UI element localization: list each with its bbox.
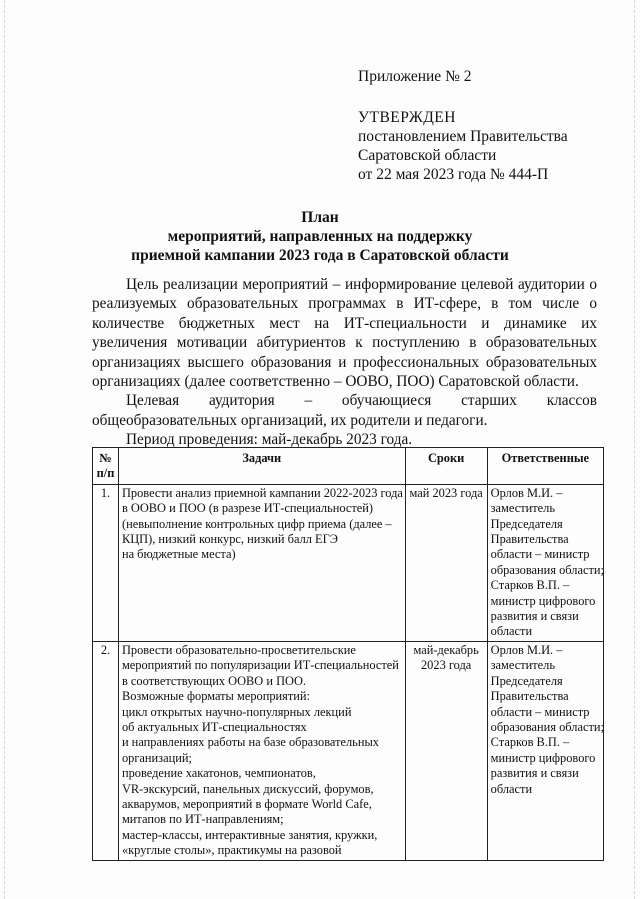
- task-line: и направлениях работы на базе образовательных: [121, 735, 379, 750]
- task-line: (невыполнение контрольных цифр приема (далее –: [121, 516, 392, 531]
- resp-line: области: [490, 781, 533, 796]
- scan-edge-right: [634, 0, 636, 899]
- row-task: [118, 641, 405, 860]
- row-term: [405, 484, 487, 641]
- resp-line: области – министр: [490, 547, 590, 562]
- approved-word: УТВЕРЖДЕН: [358, 109, 456, 126]
- plan-table: [92, 447, 604, 861]
- header-task: Задачи: [118, 448, 405, 485]
- title-line: приемной кампании 2023 года в Саратовской области: [131, 247, 509, 264]
- resp-line: Председателя: [490, 516, 563, 531]
- term-line: 2023 года: [420, 658, 472, 673]
- table-row: [93, 484, 604, 641]
- task-line: организаций;: [121, 750, 192, 765]
- intro-text: [92, 275, 597, 450]
- approved-line: от 22 мая 2023 года № 444-П: [358, 166, 549, 183]
- title-line: мероприятий, направленных на поддержку: [167, 228, 473, 245]
- term-line: май 2023 года: [409, 485, 483, 500]
- task-line: об актуальных ИТ-специальностях: [121, 719, 307, 734]
- resp-line: Старков В.П. –: [490, 735, 570, 750]
- task-line: акварумов, мероприятий в формате World Cafe,: [121, 796, 372, 811]
- period-paragraph: Период проведения: май-декабрь 2023 года.: [126, 431, 413, 449]
- task-line: митапов по ИТ-направлениям;: [121, 812, 284, 827]
- resp-line: министр цифрового: [490, 593, 596, 608]
- row-num: 1.: [93, 484, 119, 641]
- resp-line: Старков В.П. –: [490, 578, 570, 593]
- resp-line: Председателя: [490, 673, 563, 688]
- header-num: № п/п: [93, 448, 119, 485]
- row-num: 2.: [93, 641, 119, 860]
- row-term: [405, 641, 487, 860]
- audience-paragraph: Целевая аудитория – обучающиеся старших классов общеобразовательных организаций, их родители и педагоги.: [92, 392, 597, 429]
- resp-line: развития и связи: [490, 766, 579, 781]
- row-responsible: [487, 641, 603, 860]
- approval-block: [358, 108, 568, 184]
- task-line: «круглые столы», практикумы на разовой: [121, 843, 342, 858]
- appendix-label: Приложение № 2: [358, 68, 472, 85]
- task-line: мероприятий по популяризации ИТ-специальностей: [121, 658, 399, 673]
- task-line: Провести анализ приемной кампании 2022-2023 года: [121, 485, 403, 500]
- task-line: мастер-классы, интерактивные занятия, кружки,: [121, 827, 378, 842]
- row-task: [118, 484, 405, 641]
- task-line: проведение хакатонов, чемпионатов,: [121, 766, 316, 781]
- resp-line: Орлов М.И. –: [490, 485, 563, 500]
- resp-line: министр цифрового: [490, 750, 596, 765]
- table-row: [93, 641, 604, 860]
- task-line: Возможные форматы мероприятий:: [121, 689, 310, 704]
- task-line: цикл открытых научно-популярных лекций: [121, 704, 352, 719]
- resp-line: развития и связи: [490, 609, 579, 624]
- resp-line: заместитель: [490, 501, 555, 516]
- task-line: в ООВО и ПОО (в разрезе ИТ-специальностей): [121, 501, 374, 516]
- title-line: План: [301, 209, 339, 226]
- goal-paragraph: Цель реализации мероприятий – информирование целевой аудитории о реализуемых образовательных программах в ИТ-сфере, в том числе о количестве бюджетных мест на ИТ-специальности и динамике их увеличения мотивации абитуриентов к поступлению в образовательных организациях высшего образования и профессиональных образовательных организациях (далее соответственно – ООВО, ПОО) Саратовской области.: [92, 276, 597, 391]
- resp-line: области – министр: [490, 704, 590, 719]
- task-line: VR-экскурсий, панельных дискуссий, форумов,: [121, 781, 374, 796]
- header-term: Сроки: [405, 448, 487, 485]
- resp-line: образования области;: [490, 562, 604, 577]
- resp-line: Орлов М.И. –: [490, 642, 563, 657]
- task-line: Провести образовательно-просветительские: [121, 642, 356, 657]
- resp-line: образования области;: [490, 719, 604, 734]
- resp-line: области: [490, 624, 533, 639]
- approved-line: Саратовской области: [358, 147, 497, 164]
- header-resp: Ответственные: [487, 448, 603, 485]
- task-line: в соответствующих ООВО и ПОО.: [121, 673, 307, 688]
- task-line: на бюджетные места): [121, 547, 236, 562]
- document-title: [0, 208, 640, 265]
- approved-line: постановлением Правительства: [358, 128, 568, 145]
- resp-line: Правительства: [490, 532, 569, 547]
- task-line: КЦП), низкий конкурс, низкий балл ЕГЭ: [121, 532, 338, 547]
- row-responsible: [487, 484, 603, 641]
- scan-edge-left: [4, 0, 6, 899]
- resp-line: Правительства: [490, 689, 569, 704]
- resp-line: заместитель: [490, 658, 555, 673]
- table-header-row: [93, 448, 604, 485]
- term-line: май-декабрь: [413, 642, 479, 657]
